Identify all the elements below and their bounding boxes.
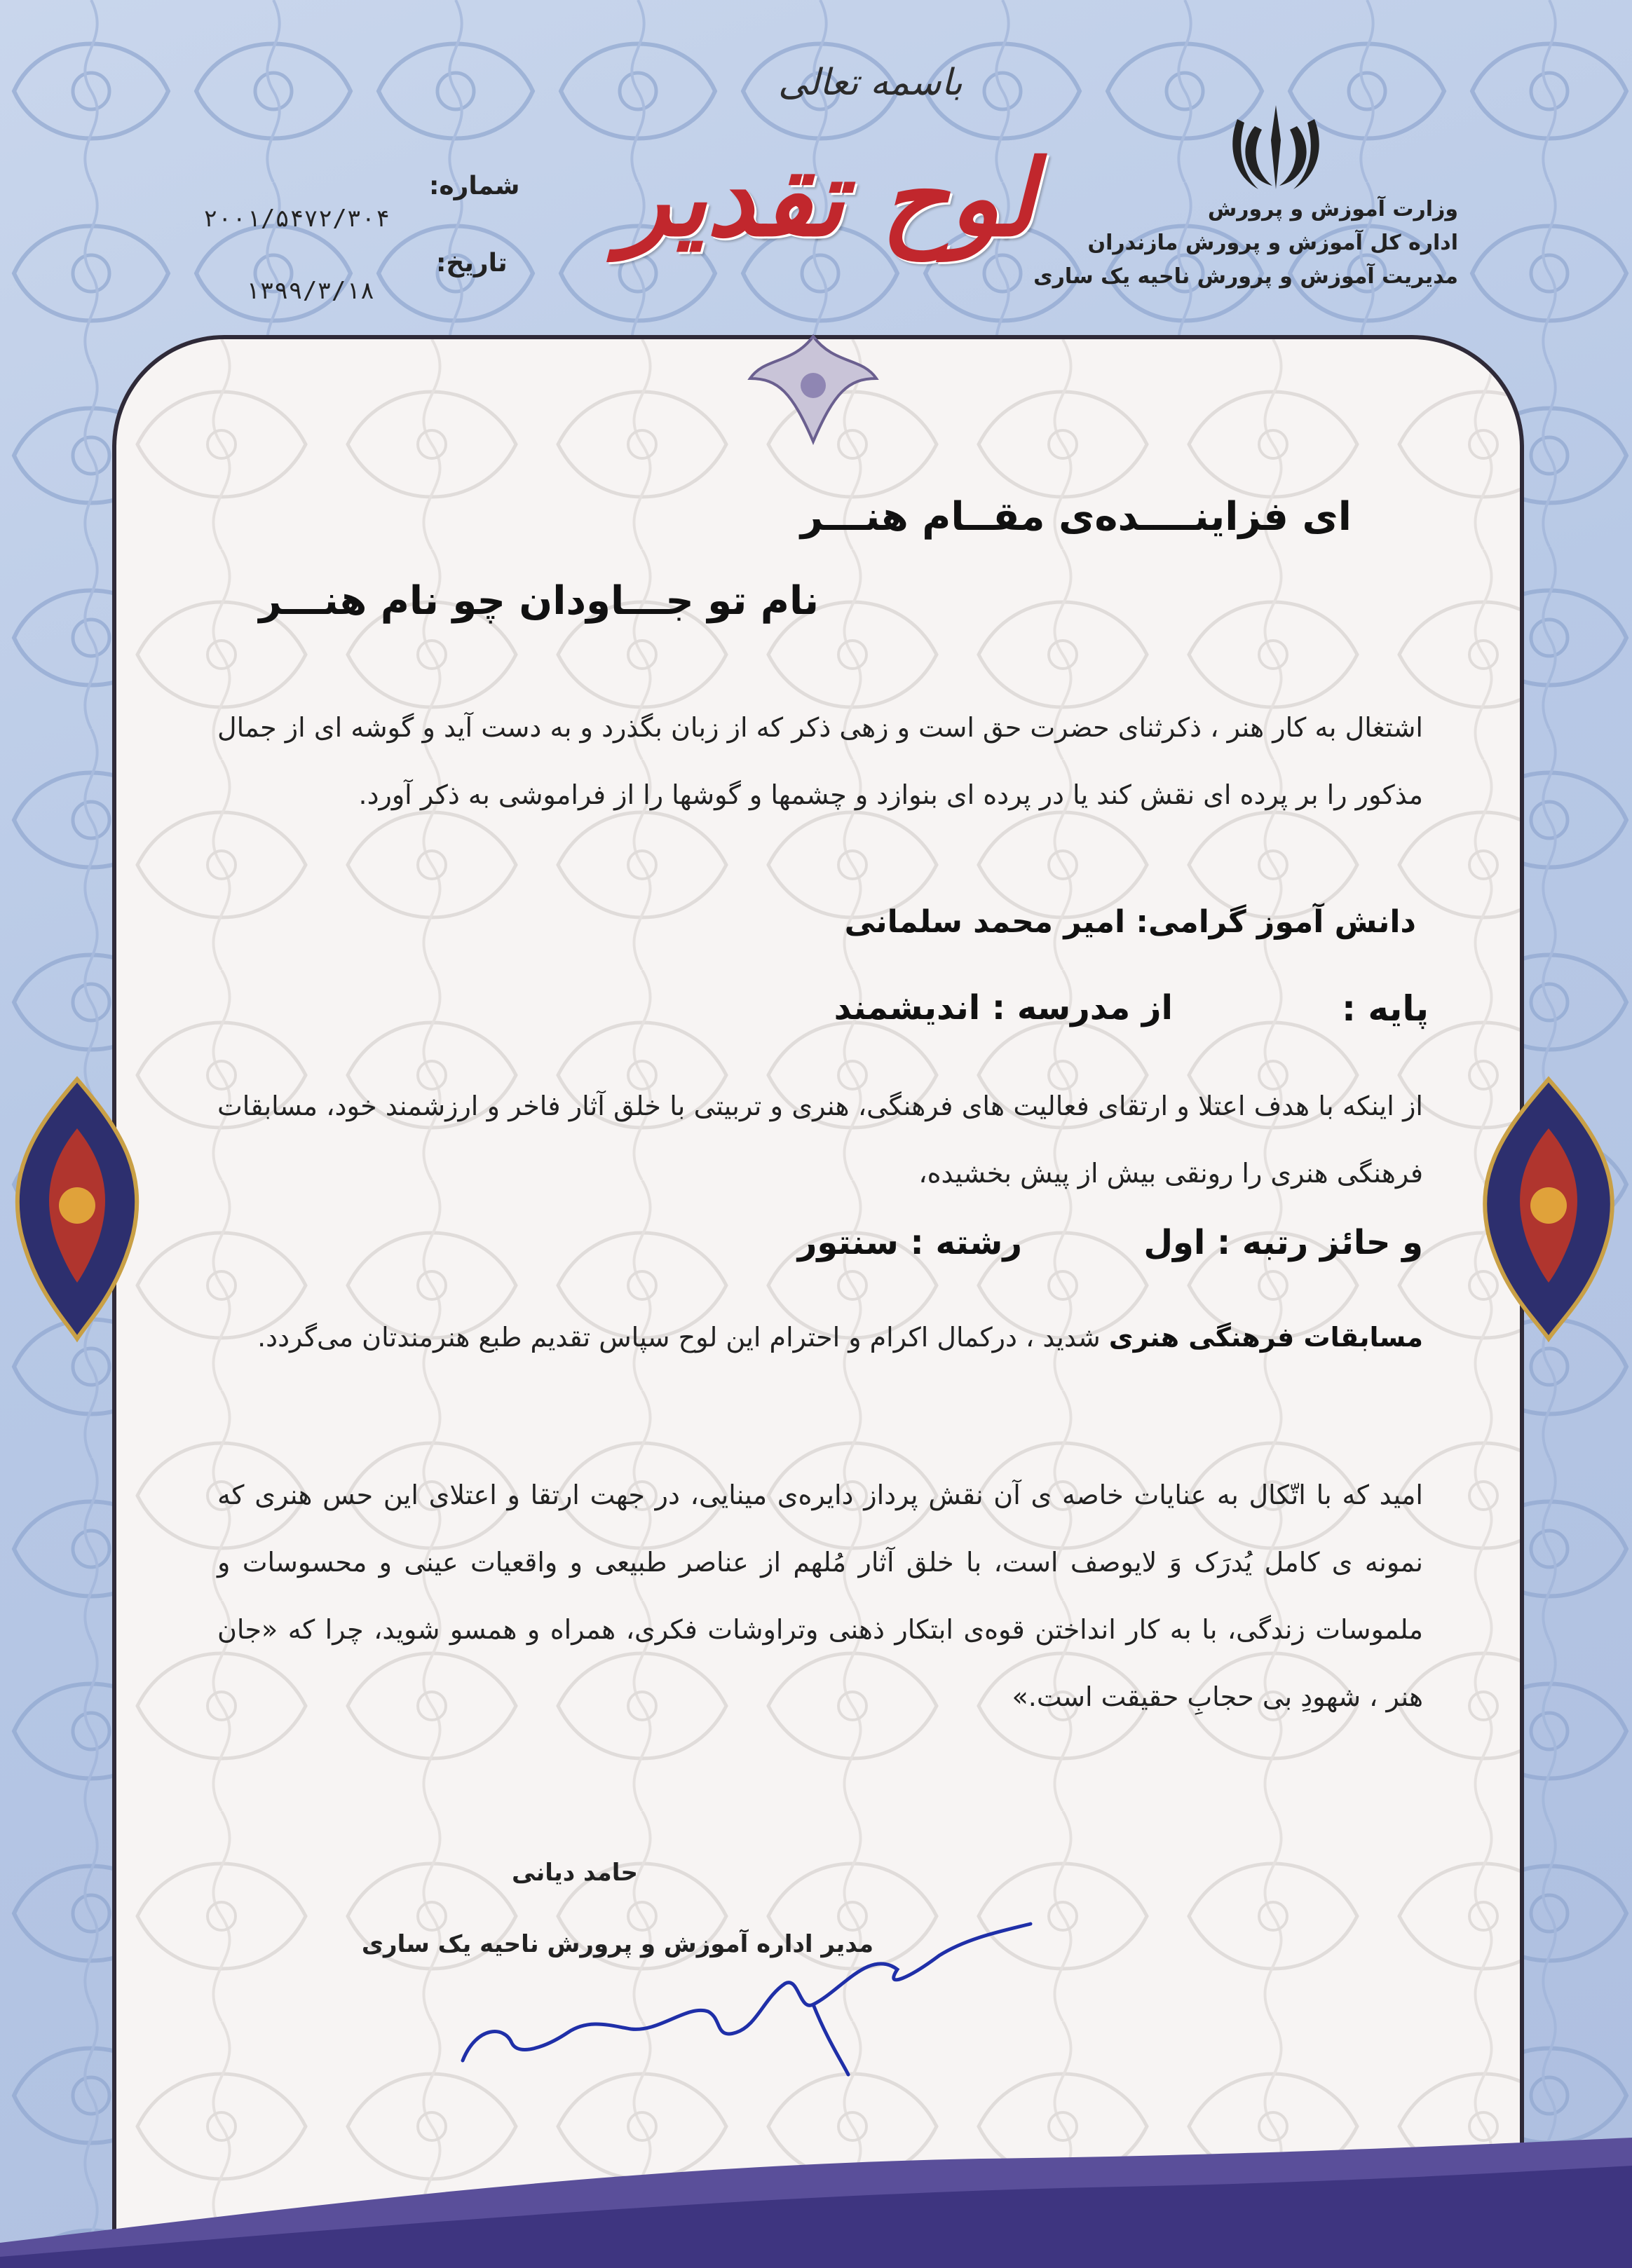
number-value: ۲۰۰۱/۵۴۷۲/۳۰۴ [203,205,390,233]
student-name-line: دانش آموز گرامی: امیر محمد سلمانی [844,904,1416,940]
poem-line-1: ای فزاینــــده‌ی مقــام هنـــر [800,494,1352,540]
closing-paragraph: امید که با اتّکال به عنایات خاصه ی آن نقش پرداز دایره‌ی مینایی، در جهت ارتقا و اعتلای این حس هنری که نمونه ی کامل یُدرَک وَ لایوصف است، با خلق آثار مُلهم از عناصر طبیعی و واقعیات عینی و محسوسات و ملموسات زندگی، با به کار انداختن قوه‌ی ابتکار ذهنی وتراوشات فکری، همراه و همسو شوید، چرا که «جان هنر ، شهودِ بی حجابِ حقیقت است.» [217,1480,1423,1712]
left-side-ornament-icon [0,1072,154,1346]
achievement-paragraph: از اینکه با هدف اعتلا و ارتقای فعالیت های فرهنگی، هنری و تربیتی با خلق آثار فاخر و ارزشمند خود، مسابقات فرهنگی هنری را رونقی بیش از پیش بخشیده، [217,1091,1423,1189]
iran-emblem-icon [1223,98,1328,196]
number-label: شماره: [429,172,520,200]
appreciation-text: شدید ، درکمال اکرام و احترام این لوح سپاس تقدیم طبع هنرمندتان می‌گردد. [257,1322,1109,1353]
ministry-line-3: مدیریت آموزش و پرورش ناحیه یک ساری [1033,264,1458,289]
ministry-line-2: اداره کل آموزش و پرورش مازندران [1087,231,1458,255]
intro-paragraph: اشتغال به کار هنر ، ذکرثنای حضرت حق است و زهی ذکر که از زبان بگذرد و به دست آید و گوشه ای از جمال مذکور را بر پرده ای نقش کند یا در پرده ای بنوازد و چشمها و گوشها را از فراموشی به ذکر آورد. [217,712,1423,810]
signer-name: حامد دیانی [512,1859,638,1887]
school-line: از مدرسه : اندیشمند [834,988,1173,1027]
field-line: رشته : سنتور [797,1223,1022,1262]
poem-line-2: نام تو جـــاودان چو نام هنـــر [259,578,819,624]
certificate-title: لوح تقدیر [619,137,1035,260]
ministry-line-1: وزارت آموزش و پرورش [1207,197,1458,221]
signer-position: مدیر اداره آموزش و پرورش ناحیه یک ساری [361,1930,873,1958]
date-value: ۱۳۹۹/۳/۱۸ [245,277,375,305]
grade-label: پایه : [1341,988,1429,1029]
bottom-wave-decoration [0,2138,1632,2268]
basmala: باسمه تعالی [778,62,963,104]
rank-line: و حائز رتبه : اول [1143,1223,1423,1262]
handwritten-signature-icon [449,1920,1038,2082]
appreciation-paragraph [217,1304,1423,1371]
top-ornament-icon [743,329,883,449]
date-label: تاریخ: [436,249,508,278]
competition-name: مسابقات فرهنگی هنری [1108,1322,1423,1353]
right-side-ornament-icon [1465,1072,1632,1346]
